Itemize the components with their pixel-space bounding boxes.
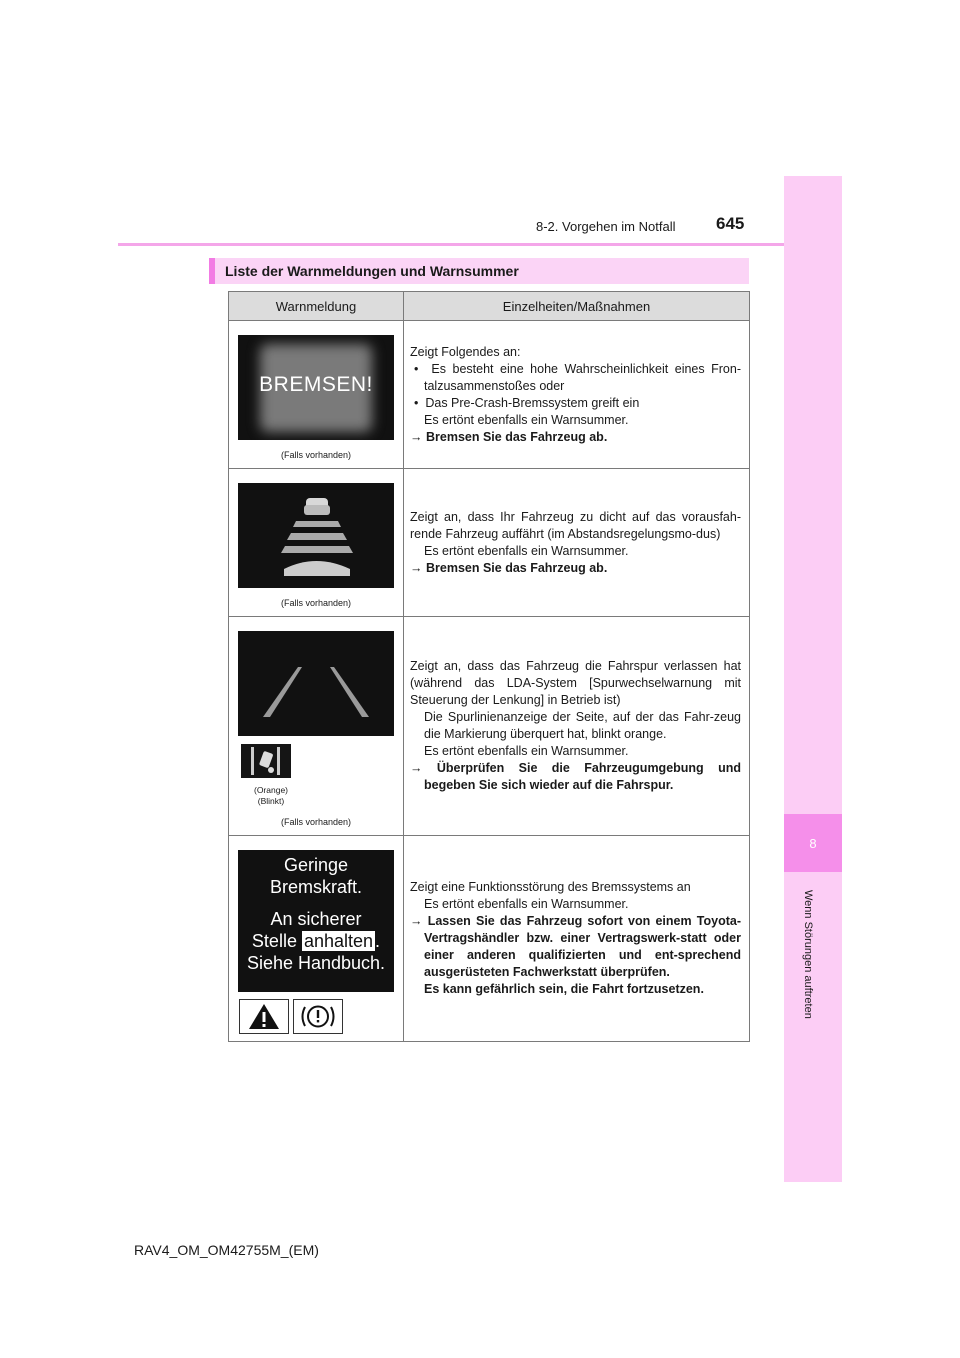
car-distance-graphic — [238, 483, 394, 588]
bullet-char: • — [414, 361, 419, 376]
details-note: Es ertönt ebenfalls ein Warnsummer. — [424, 543, 629, 558]
section-heading: Liste der Warnmeldungen und Warnsummer — [209, 258, 749, 284]
screen-line: An sicherer — [270, 909, 362, 929]
document-code: RAV4_OM_OM42755M_(EM) — [134, 1242, 319, 1258]
details-bullet — [410, 395, 741, 412]
table-header-row — [229, 292, 750, 321]
details-note: Es ertönt ebenfalls ein Warnsummer. — [424, 744, 629, 758]
table-row — [229, 836, 750, 1042]
details-bullet — [410, 361, 741, 395]
screen-line: Siehe Handbuch. — [246, 953, 386, 973]
action-text: Lassen Sie das Fahrzeug sofort von einem Toyota-Vertragshändler bzw. einer Vertragswerk-statt oder einer anderen qualifizierten und ent-sprechend ausgerüsteten Fachwerkstatt überprüfen. — [424, 914, 741, 979]
details-intro: Zeigt eine Funktionsstörung des Bremssystems an — [410, 880, 691, 894]
arrow-icon: → — [410, 560, 423, 575]
details-action — [410, 913, 741, 981]
screen-line: Geringe — [283, 855, 349, 875]
action-text: Überprüfen Sie die Fahrzeugumgebung und begeben Sie sich wieder auf die Fahrspur. — [424, 761, 741, 792]
details-note: Es ertönt ebenfalls ein Warnsummer. — [424, 897, 629, 911]
side-tab-number[interactable]: 8 — [784, 814, 842, 872]
table-row — [229, 469, 750, 617]
details-action — [410, 429, 741, 446]
screen-line — [238, 930, 394, 952]
screen-text — [238, 854, 394, 974]
table-row — [229, 321, 750, 469]
column-header-message: Warnmeldung — [229, 292, 404, 321]
page-number: 645 — [716, 214, 745, 233]
warning-triangle-icon — [239, 999, 289, 1034]
icon-caption-blink: (Blinkt) — [257, 796, 285, 806]
screen-highlight: anhalten — [303, 931, 374, 951]
header-rule — [118, 243, 842, 246]
image-caption: (Falls vorhanden) — [280, 598, 352, 608]
bullet-text: Das Pre-Crash-Bremssystem greift ein — [425, 395, 640, 410]
bullet-char: • — [414, 395, 419, 410]
details-intro: Zeigt Folgendes an: — [410, 344, 521, 359]
details-note: Es ertönt ebenfalls ein Warnsummer. — [424, 412, 629, 427]
brake-system-icon — [293, 999, 343, 1034]
icon-caption — [241, 785, 301, 807]
warning-table — [228, 291, 750, 1042]
message-image-cell — [229, 836, 404, 1042]
image-caption: (Falls vorhanden) — [280, 450, 352, 460]
action-text: Bremsen Sie das Fahrzeug ab. — [425, 429, 608, 444]
arrow-icon: → — [410, 761, 423, 775]
details-cell — [404, 617, 750, 836]
column-header-details: Einzelheiten/Maßnahmen — [404, 292, 750, 321]
lda-symbol — [241, 744, 291, 778]
message-image-cell — [229, 469, 404, 617]
details-detail: Die Spurlinienanzeige der Seite, auf der das Fahr-zeug die Markierung überquert hat, blinkt orange. — [424, 710, 741, 741]
lane-departure-icon — [238, 631, 394, 736]
pre-collision-car-icon — [238, 483, 394, 588]
action-text: Bremsen Sie das Fahrzeug ab. — [425, 560, 608, 575]
icon-caption-color: (Orange) — [253, 785, 288, 795]
details-action — [410, 760, 741, 794]
screen-line: Bremskraft. — [269, 877, 362, 897]
message-image-cell — [229, 617, 404, 836]
table-row — [229, 617, 750, 836]
arrow-icon: → — [410, 914, 423, 928]
screen-word: Stelle — [251, 931, 297, 951]
bullet-text: Es besteht eine hohe Wahrscheinlichkeit eines Fron-talzusammenstoßes oder — [424, 361, 742, 393]
lda-steering-icon — [241, 744, 291, 778]
icon-row — [233, 744, 399, 807]
details-cell — [404, 836, 750, 1042]
side-tab-label: Wenn Störungen auftreten — [802, 890, 814, 1019]
details-action-warning: Es kann gefährlich sein, die Fahrt fortzusetzen. — [424, 982, 704, 996]
message-image-cell — [229, 321, 404, 469]
lane-lines-graphic — [238, 631, 394, 736]
image-caption: (Falls vorhanden) — [280, 817, 352, 827]
details-intro: Zeigt an, dass Ihr Fahrzeug zu dicht auf das vorausfah-rende Fahrzeug auffährt (im Abstandsregelungsmo-dus) — [410, 509, 741, 541]
screen-text: BREMSEN! — [259, 373, 373, 396]
details-action — [410, 560, 741, 577]
chapter-reference: 8-2. Vorgehen im Notfall — [536, 219, 676, 234]
details-cell — [404, 469, 750, 617]
arrow-icon: → — [410, 429, 423, 444]
brake-force-warning-screen — [238, 850, 394, 992]
details-intro: Zeigt an, dass das Fahrzeug die Fahrspur verlassen hat (während das LDA-System [Spurwechselwarnung mit Steuerung der Lenkung] in Betrieb ist) — [410, 659, 741, 707]
brake-warning-screen — [238, 335, 394, 440]
icon-row — [233, 999, 399, 1034]
screen-word: . — [375, 931, 381, 951]
details-cell — [404, 321, 750, 469]
